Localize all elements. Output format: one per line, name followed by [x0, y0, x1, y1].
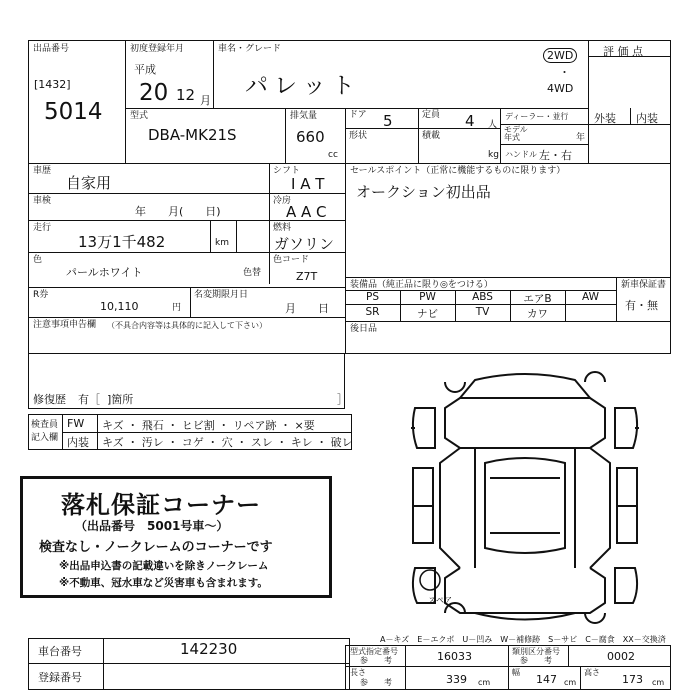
length-sub: 参 考 — [360, 678, 392, 687]
notes-frame — [28, 354, 345, 409]
shift-value: I A T — [291, 175, 325, 193]
stamp-line-1: 検査なし・ノークレームのコーナーです — [39, 540, 273, 555]
color-change-label: 色替 — [243, 268, 262, 278]
history-label: 車歴 — [33, 166, 52, 176]
dealer-label: ディーラー・並行 — [505, 112, 569, 121]
fw-label: FW — [67, 417, 85, 430]
score-label: 評 価 点 — [603, 45, 643, 58]
handle-label: ハンドル — [505, 150, 537, 159]
first-reg-month: 12 — [176, 86, 196, 104]
history-value: 自家用 — [66, 174, 112, 192]
notes-label: 注意事項申告欄 — [33, 320, 97, 330]
recycle-unit: 円 — [172, 303, 182, 313]
model-year-unit: 年 — [576, 133, 586, 143]
equip-tv[interactable]: TV — [475, 306, 490, 318]
load-unit: kg — [488, 150, 499, 160]
ac-value: A A C — [286, 203, 327, 221]
repair-suffix: ]箇所 — [107, 393, 134, 406]
recycle-label: R券 — [33, 290, 49, 300]
notes-sub-label: （不具合内容等は具体的に記入して下さい） — [107, 321, 267, 330]
equip-abs[interactable]: ABS — [472, 291, 493, 303]
stamp-sub: （出品番号 5001号車～） — [75, 519, 229, 533]
capacity-unit: 人 — [488, 120, 498, 130]
displacement-unit: cc — [328, 150, 338, 160]
registration-label: 登録番号 — [38, 671, 82, 684]
mileage-value: 13万1千482 — [78, 233, 166, 251]
title-change-label: 名変期限月日 — [194, 290, 249, 300]
type-value: DBA-MK21S — [148, 126, 237, 144]
first-reg-label: 初度登録年月 — [130, 44, 185, 54]
shape-label: 形状 — [349, 131, 368, 141]
displacement-value: 660 — [296, 128, 325, 146]
warranty-value[interactable]: 有・無 — [625, 299, 658, 312]
width-value: 147 — [536, 673, 557, 686]
designation-value: 16033 — [437, 650, 472, 663]
mileage-label: 走行 — [33, 223, 52, 233]
height-unit: cm — [652, 678, 665, 687]
handle-value[interactable]: 左・右 — [539, 149, 572, 162]
length-value: 339 — [446, 673, 467, 686]
equipment-label: 装備品（純正品に限り◎をつける） — [350, 280, 493, 290]
mileage-unit: km — [215, 238, 229, 248]
first-reg-era: 平成 — [134, 63, 156, 76]
fuel-value: ガソリン — [274, 235, 335, 253]
model-year-label: モデル 年式 — [504, 125, 528, 142]
title-change-value: 月 日 — [285, 302, 329, 315]
equip-pw[interactable]: PW — [419, 291, 436, 303]
length-unit: cm — [478, 678, 491, 687]
load-label: 積載 — [422, 131, 441, 141]
height-label: 高さ — [584, 668, 600, 677]
aftermarket-label: 後日品 — [350, 324, 378, 334]
door-label: ドア — [349, 110, 367, 120]
equipment-grid — [345, 290, 616, 321]
width-unit: cm — [564, 678, 577, 687]
shift-label: シフト — [273, 166, 301, 176]
equip-navi[interactable]: ナビ — [417, 308, 438, 320]
category-label: 類別区分番号 — [512, 647, 560, 656]
inspector-label-2: 記入欄 — [31, 433, 59, 443]
stamp-title: 落札保証コーナー — [61, 491, 261, 519]
recycle-value: 10,110 — [100, 300, 139, 313]
repair-close: ］ — [337, 393, 348, 406]
type-label: 型式 — [130, 111, 149, 121]
guarantee-stamp — [20, 476, 332, 598]
designation-sub: 参 考 — [360, 656, 392, 665]
equip-ps[interactable]: PS — [366, 291, 379, 303]
color-code-label: 色コード — [273, 255, 310, 265]
damage-legend: A－キズ E－エクボ U－凹み W－補修跡 S－サビ C－腐食 XX－交換済 — [380, 635, 666, 644]
equip-sr[interactable]: SR — [365, 306, 380, 318]
length-label: 長さ — [350, 668, 366, 677]
chassis-value: 142230 — [180, 640, 238, 658]
color-label: 色 — [33, 255, 43, 265]
exterior-label: 外装 — [594, 112, 616, 125]
category-value: 0002 — [607, 650, 635, 663]
interior-check-label: 内装 — [67, 436, 89, 449]
equip-aw[interactable]: AW — [582, 291, 599, 303]
interior-check-value: キズ ・ 汚レ ・ コゲ ・ 穴 ・ スレ ・ キレ ・ 破レ — [102, 436, 353, 449]
color-code-value: Z7T — [296, 270, 318, 283]
height-value: 173 — [622, 673, 643, 686]
capacity-label: 定員 — [422, 110, 441, 120]
sales-point-label: セールスポイント（正常に機能するものに限ります） — [350, 166, 566, 176]
width-label: 幅 — [512, 668, 520, 677]
lot-number: 5014 — [44, 99, 103, 125]
designation-label: 型式指定番号 — [350, 647, 398, 656]
chassis-label: 車台番号 — [38, 645, 82, 658]
inspector-label-1: 検査員 — [31, 420, 59, 430]
spare-tire-icon — [420, 570, 440, 590]
spare-label: スペア — [428, 596, 452, 605]
ac-label: 冷房 — [273, 196, 292, 206]
color-value: パールホワイト — [66, 266, 143, 279]
equip-airbag[interactable]: エアB — [523, 293, 552, 305]
lot-number-label: 出品番号 — [33, 44, 70, 54]
drive-4wd[interactable]: 4WD — [547, 82, 574, 95]
displacement-label: 排気量 — [290, 111, 318, 121]
drive-2wd[interactable]: 2WD — [543, 48, 577, 63]
first-reg-month-unit: 月 — [200, 94, 211, 107]
door-value: 5 — [383, 112, 393, 130]
inspection-value: 年 月( 日) — [135, 205, 221, 218]
fw-value: キズ ・ 飛石 ・ ヒビ割 ・ リペア跡 ・ ×要 — [102, 419, 315, 432]
sales-point-value: オークション初出品 — [356, 183, 491, 201]
repair-value[interactable]: 有［ — [78, 393, 100, 406]
stamp-line-2: ※出品申込書の記載違いを除きノークレーム — [59, 560, 269, 572]
lot-number-sub: [1432] — [34, 78, 71, 91]
interior-label: 内装 — [636, 112, 658, 125]
warranty-label: 新車保証書 — [621, 280, 667, 290]
capacity-value: 4 — [465, 112, 475, 130]
fuel-label: 燃料 — [273, 223, 292, 233]
equip-leather[interactable]: カワ — [527, 308, 548, 320]
category-sub: 参 考 — [520, 656, 552, 665]
model-label: 車名・グレード — [218, 44, 282, 54]
inspection-label: 車検 — [33, 196, 52, 206]
stamp-line-3: ※不動車、冠水車など災害車も含まれます。 — [59, 577, 268, 589]
drive-dot: ・ — [559, 66, 570, 79]
repair-label: 修復歴 — [33, 393, 66, 406]
model-name: パレット — [245, 73, 361, 99]
first-reg-year: 20 — [139, 80, 169, 106]
car-damage-diagram[interactable] — [405, 368, 645, 628]
